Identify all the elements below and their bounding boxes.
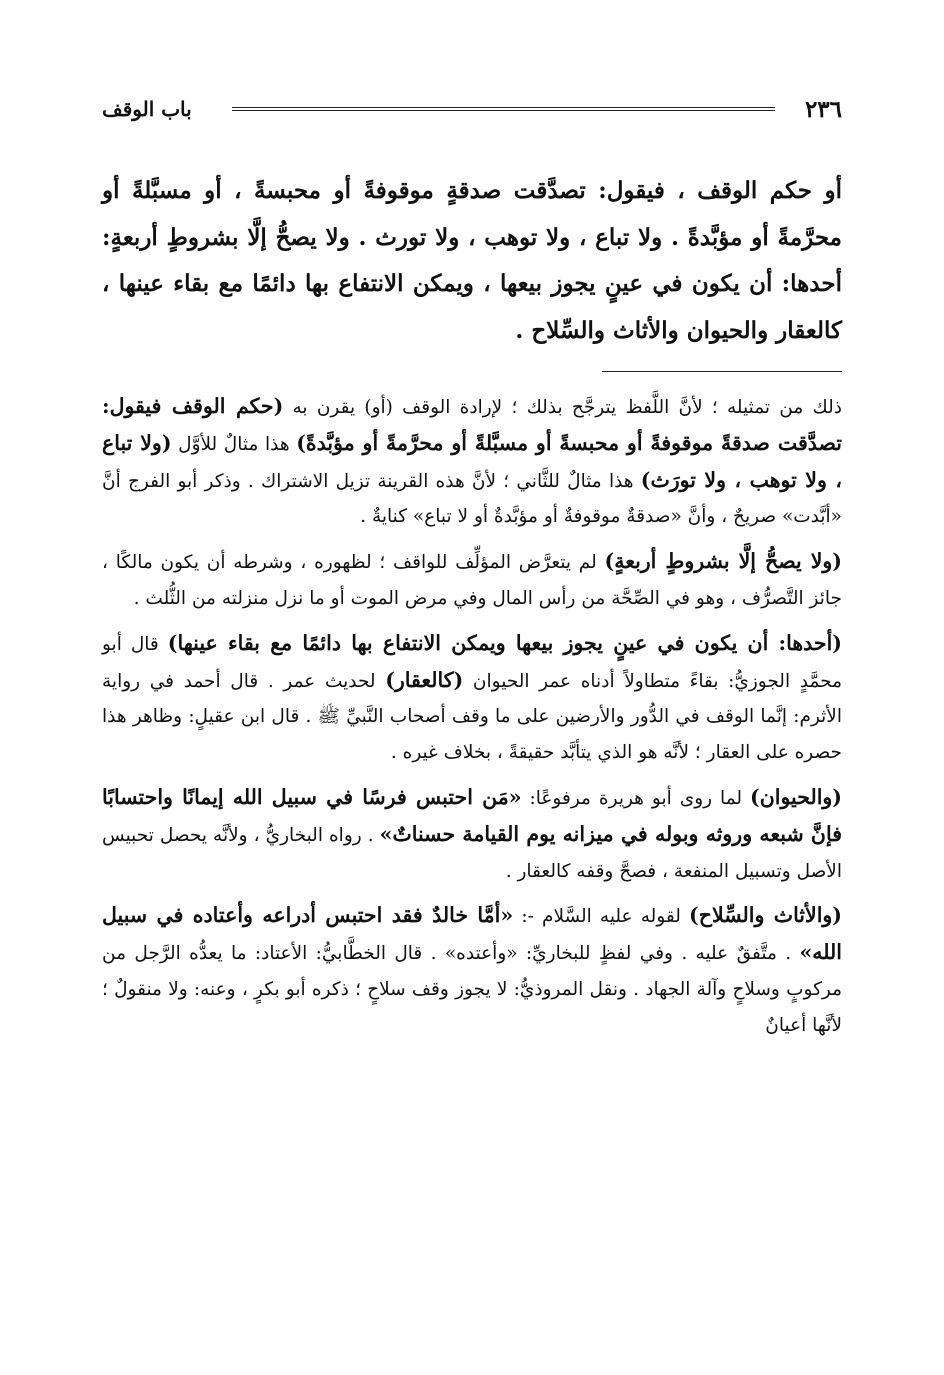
text-segment: لم يتعرَّض المؤلِّف للواقف ؛ لظهوره ، وشرطه أن يكون مالكًا ، جائز التَّصرُّف ، وهو في الصِّحَّة من رأس المال وفي مرض الموت أو ما نزل منزلته من الثُّلث . xyxy=(102,552,842,609)
page-header xyxy=(102,92,842,126)
bold-segment: «مَن احتبس فرسًا في سبيل الله إيمانًا واحتسابًا فإنَّ شبعه وروثه وبوله في ميزانه يوم القيامة حسناتٌ» xyxy=(102,784,843,846)
text-segment: يقرن به xyxy=(283,397,365,418)
chapter-title: باب الوقف xyxy=(102,97,192,121)
bold-segment: (والحيوان) xyxy=(750,784,842,809)
bold-segment: (أحدها: أن يكون في عينٍ يجوز بيعها ويمكن الانتفاع بها دائمًا مع بقاء عينها) xyxy=(167,630,843,655)
commentary-separator xyxy=(602,371,842,372)
text-segment: لقوله عليه السَّلام -: xyxy=(513,906,690,928)
main-text: أو حكم الوقف ، فيقول: تصدَّقت صدقةٍ موقوفةً أو محبسةً ، أو مسبَّلةً أو محرَّمةً أو مؤبَّدةً . ولا تباع ، ولا توهب ، ولا تورث . ولا يصحُّ إلَّا بشروطٍ أربعةٍ: أحدها: أن يكون في عينٍ يجوز بيعها ، ويمكن الانتفاع بها دائمًا مع بقاء عينها ، كالعقار والحيوان والأثاث والسِّلاح . xyxy=(102,177,842,344)
bold-segment: (ولا تباع ، ولا توهب ، ولا تورَث) xyxy=(102,430,842,492)
page-number: ٢٣٦ xyxy=(804,95,842,123)
text-segment: قال أبو محمَّدٍ الجوزيُّ: بقاءً متطاولاً أدناه عمر الحيوان xyxy=(102,633,842,692)
bold-segment: (ولا يصحُّ إلَّا بشروطٍ أربعةٍ) xyxy=(604,549,843,574)
text-segment: ذلك من تمثيله ؛ لأنَّ اللَّفظ يترجَّح بذلك ؛ لإرادة الوقف xyxy=(392,397,842,418)
commentary-paragraph xyxy=(102,389,842,535)
text-segment: . متَّفقٌ عليه . وفي لفظٍ للبخاريِّ: «وأعتده» . قال الخطَّابيُّ: الأعتاد: ما يعدُّه الرَّجل من مركوبٍ وسلاحٍ وآلة الجهاد . ونقل المروذيُّ: لا يجوز وقف سلاحٍ ؛ ذكره أبو بكرٍ ، وعنه: ولا منقولٌ ؛ لأنَّها أعيانٌ xyxy=(102,943,842,1036)
commentary xyxy=(102,389,842,1053)
text-segment: (أو) xyxy=(364,397,393,418)
bold-segment: (كالعقار) xyxy=(385,667,464,692)
text-segment: لما روى أبو هريرة مرفوعًا: xyxy=(521,787,750,809)
commentary-paragraph xyxy=(102,626,842,771)
text-segment: هذا مثالٌ للثَّاني ؛ لأنَّ هذه القرينة تزيل الاشتراك . وذكر أبو الفرج أنَّ «أبَّدت» صريحٌ ، وأنَّ «صدقةٌ موقوفةٌ أو مؤبَّدةٌ أو لا تباع» كنايةٌ . xyxy=(102,470,842,528)
bold-segment: (حكم الوقف فيقول: تصدَّقت صدقةً موقوفةً أو محبسةً أو مسبَّلةً أو محرَّمةً أو مؤبَّدةً) xyxy=(102,394,842,455)
text-segment: . رواه البخاريُّ ، ولأنَّه يحصل تحبيس الأصل وتسبيل المنفعة ، فصحَّ وقفه كالعقار . xyxy=(102,824,842,882)
commentary-paragraph xyxy=(102,544,842,617)
commentary-paragraph xyxy=(102,898,842,1043)
commentary-paragraph xyxy=(102,780,842,889)
bold-segment: (والأثاث والسِّلاح) xyxy=(689,903,843,928)
text-segment: هذا مثالٌ للأوَّل xyxy=(171,433,297,455)
bold-segment: «أمَّا خالدٌ فقد احتبس أدراعه وأعتاده في سبيل الله» xyxy=(102,903,842,965)
header-rule xyxy=(232,107,775,111)
text-segment: لحديث عمر . قال أحمد في رواية الأثرم: إنَّما الوقف في الدُّور والأرضين على ما وقف أصحاب النَّبيِّ ﷺ . قال ابن عقيلٍ: وظاهر هذا حصره على العقار ؛ لأنَّه هو الذي يتأبَّد حقيقةً ، بخلاف غيره . xyxy=(102,670,842,764)
